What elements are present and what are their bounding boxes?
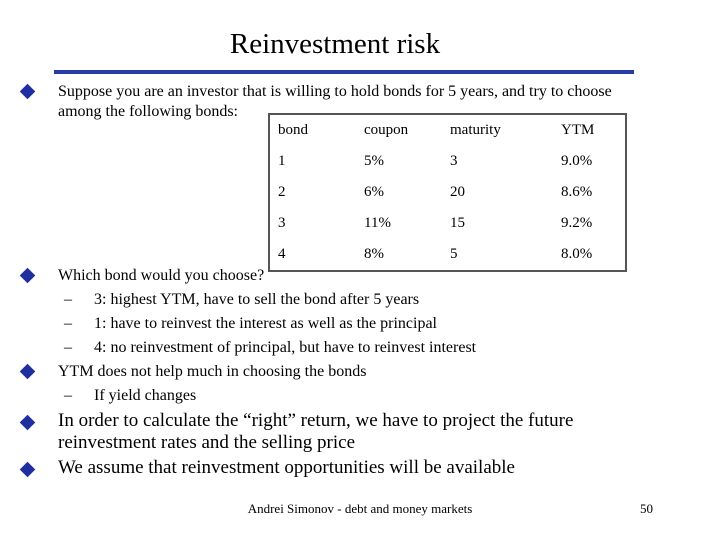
table-header-cell: coupon: [364, 122, 409, 138]
bullet-text: among the following bonds:: [58, 103, 238, 120]
table-row: [269, 146, 626, 177]
bullet-diamond-icon: [20, 268, 36, 284]
table-row: [269, 177, 626, 208]
sub-bullet-text: If yield changes: [94, 387, 197, 404]
slide-title: Reinvestment risk: [229, 28, 441, 60]
table-cell: 20: [450, 184, 465, 200]
table-cell: 15: [450, 215, 465, 231]
table-cell: 9.0%: [561, 153, 593, 169]
page-number: 50: [640, 501, 653, 516]
table-cell: 11%: [364, 215, 391, 231]
table-cell: 5%: [364, 153, 384, 169]
bullet-diamond-icon: [20, 364, 36, 380]
sub-bullet-text: 3: highest YTM, have to sell the bond after 5 years: [94, 291, 420, 308]
bonds-table: [268, 113, 627, 272]
table-cell: 4: [278, 246, 286, 262]
sub-bullet: [64, 288, 419, 312]
table-cell: 9.2%: [561, 215, 593, 231]
table-header-cell: maturity: [450, 122, 501, 138]
bullet-text: We assume that reinvestment opportunities will be available: [58, 457, 515, 478]
sub-bullet: [64, 336, 476, 360]
bullet-text: reinvestment rates and the selling price: [58, 432, 356, 453]
bullet-diamond-icon: [20, 415, 36, 431]
sub-bullet-text: 4: no reinvestment of principal, but have to reinvest interest: [94, 339, 477, 356]
table-cell: 6%: [364, 184, 384, 200]
table-cell: 2: [278, 184, 286, 200]
dash-marker: –: [64, 339, 72, 356]
sub-bullet: [64, 312, 437, 336]
dash-marker: –: [64, 315, 72, 332]
sub-bullet-text: 1: have to reinvest the interest as well as the principal: [94, 315, 437, 332]
table-cell: 3: [278, 215, 286, 231]
bullet-diamond-icon: [20, 84, 36, 100]
table-cell: 8%: [364, 246, 384, 262]
table-cell: 8.0%: [561, 246, 593, 262]
bullet-text: Suppose you are an investor that is willing to hold bonds for 5 years, and try to choose: [58, 83, 612, 100]
table-cell: 8.6%: [561, 184, 593, 200]
table-header-cell: bond: [278, 122, 308, 138]
table-cell: 3: [450, 153, 458, 169]
footer-text: Andrei Simonov - debt and money markets: [247, 501, 473, 516]
bullet-diamond-icon: [20, 462, 36, 478]
dash-marker: –: [64, 291, 72, 308]
table-row: [269, 239, 626, 271]
bullet-text: YTM does not help much in choosing the bonds: [58, 363, 367, 380]
sub-bullet: [64, 384, 196, 408]
title-underline: [54, 70, 634, 74]
bullet-text: Which bond would you choose?: [58, 267, 265, 284]
bullet-text: In order to calculate the “right” return, we have to project the future: [58, 410, 574, 431]
table-row: [269, 208, 626, 239]
table-header-row: [269, 114, 626, 146]
table-header-cell: YTM: [561, 122, 595, 138]
dash-marker: –: [64, 387, 72, 404]
table-cell: 1: [278, 153, 286, 169]
table-cell: 5: [450, 246, 458, 262]
